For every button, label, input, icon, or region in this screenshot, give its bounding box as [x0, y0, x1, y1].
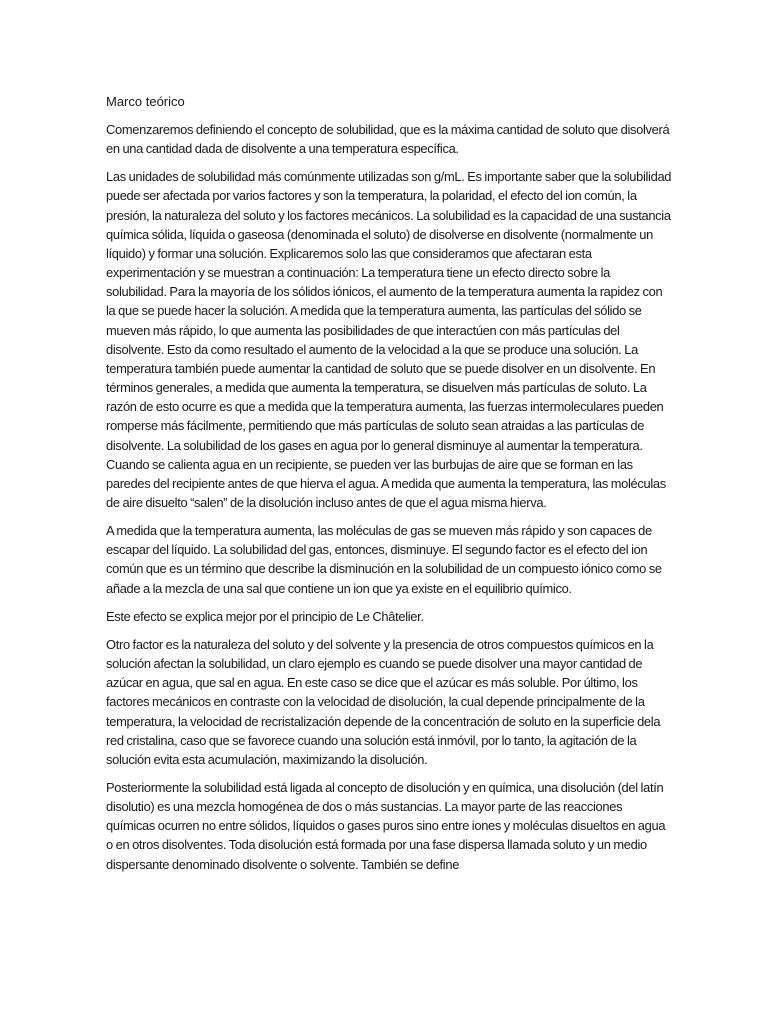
- paragraph-solubility-definition: Comenzaremos definiendo el concepto de solubilidad, que es la máxima cantidad de soluto que disolverá en una cantidad dada de disolvente a una temperatura específica.: [106, 122, 670, 157]
- document-page: [106, 92, 672, 883]
- paragraph-solute-nature: Otro factor es la naturaleza del soluto y del solvente y la presencia de otros compuestos químicos en la solución afectan la solubilidad, un claro ejemplo es cuando se puede disolver una mayor cantidad de azúcar en agua, que sal en agua. En este caso se dice que el azúcar es más soluble. Por último, los factores mecánicos en contraste con la velocidad de disolución, la cual depende principalmente de la temperatura, la velocidad de recristalización depende de la concentración de soluto en la superficie dela red cristalina, caso que se favorece cuando una solución está inmóvil, por lo tanto, la agitación de la solución evita esta acumulación, maximizando la disolución.: [106, 636, 661, 767]
- section-heading: Marco teórico: [106, 94, 185, 109]
- paragraph-gas-solubility: A medida que la temperatura aumenta, las moléculas de gas se mueven más rápido y son capaces de escapar del líquido. La solubilidad del gas, entonces, disminuye. El segundo factor es el efecto del ion común que es un término que describe la disminución en la solubilidad de un compuesto iónico como se añade a la mezcla de una sal que contiene un ion que ya existe en el equilibrio químico.: [106, 523, 662, 596]
- paragraph-le-chatelier: Este efecto se explica mejor por el principio de Le Châtelier.: [106, 608, 424, 624]
- paragraph-dissolution: Posteriormente la solubilidad está ligada al concepto de disolución y en química, una disolución (del latín disolutio) es una mezcla homogénea de dos o más sustancias. La mayor parte de las reacciones químicas ocurren no entre sólidos, líquidos o gases puros sino entre iones y moléculas disueltos en agua o en otros disolventes. Toda disolución está formada por una fase dispersa llamada soluto y un medio dispersante denominado disolvente o solvente. También se define: [106, 780, 666, 872]
- paragraph-solubility-factors: Las unidades de solubilidad más comúnmente utilizadas son g/mL. Es importante saber que la solubilidad puede ser afectada por varios factores y son la temperatura, la polaridad, el efecto del ion común, la presión, la naturaleza del soluto y los factores mecánicos. La solubilidad es la capacidad de una sustancia química sólida, líquida o gaseosa (denominada el soluto) de disolverse en disolvente (normalmente un líquido) y formar una solución. Explicaremos solo las que consideramos que afectaran esta experimentación y se muestran a continuación: La temperatura tiene un efecto directo sobre la solubilidad. Para la mayoría de los sólidos iónicos, el aumento de la temperatura aumenta la rapidez con la que se puede hacer la solución. A medida que la temperatura aumenta, las partículas del sólido se mueven más rápido, lo que aumenta las posibilidades de que interactúen con más partículas del disolvente. Esto da como resultado el aumento de la velocidad a la que se produce una solución. La temperatura también puede aumentar la cantidad de soluto que se puede disolver en un disolvente. En términos generales, a medida que aumenta la temperatura, se disuelven más partículas de soluto. La razón de esto ocurre es que a medida que la temperatura aumenta, las fuerzas intermoleculares pueden romperse más fácilmente, permitiendo que más partículas de soluto sean atraidas a las partículas de disolvente. La solubilidad de los gases en agua por lo general disminuye al aumentar la temperatura. Cuando se calienta agua en un recipiente, se pueden ver las burbujas de aire que se forman en las paredes del recipiente antes de que hierva el agua. A medida que aumenta la temperatura, las moléculas de aire disuelto “salen” de la disolución incluso antes de que el agua misma hierva.: [106, 169, 672, 510]
